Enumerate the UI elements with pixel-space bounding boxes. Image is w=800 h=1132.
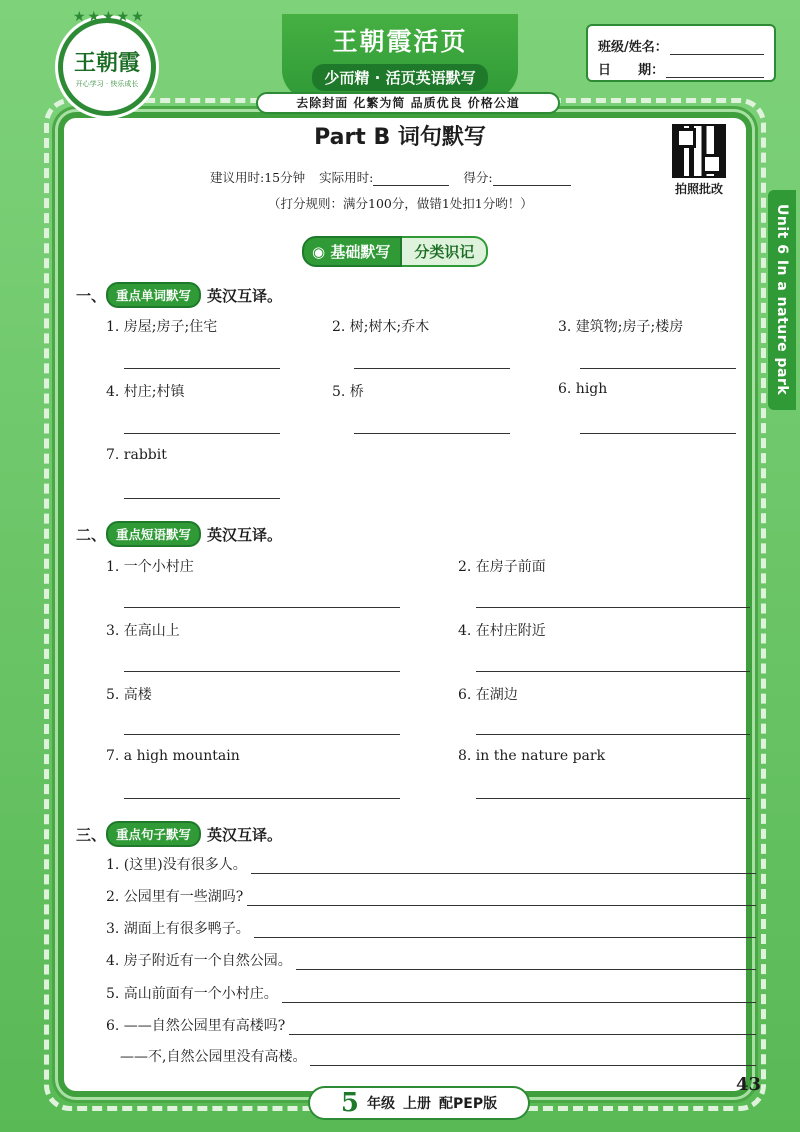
date-field[interactable] [666, 64, 764, 78]
phrase-item: 3. 在高山上 [106, 623, 180, 639]
unit-side-tab: Unit 6 In a nature park [768, 190, 796, 410]
section3-number: 三、 [76, 825, 107, 844]
sentence-answer-line[interactable] [247, 894, 756, 906]
sentence-row [106, 1015, 756, 1035]
slogan: 去除封面 化繁为简 品质优良 价格公道 [256, 92, 560, 114]
sentence-row [106, 983, 756, 1003]
class-name-row [598, 32, 764, 55]
page-title: Part B 词句默写 [314, 125, 486, 150]
sentence-prompt: 4. 房子附近有一个自然公园。 [106, 953, 292, 969]
answer-line[interactable] [124, 734, 400, 735]
phrase-item: 8. in the nature park [458, 748, 606, 764]
category-basic: ◉ 基础默写 [302, 236, 402, 267]
sentence-prompt: 1. (这里)没有很多人。 [106, 857, 247, 873]
phrase-item: 4. 在村庄附近 [458, 623, 546, 639]
title-banner [282, 14, 518, 100]
answer-line[interactable] [124, 671, 400, 672]
phrase-item: 7. a high mountain [106, 748, 240, 764]
section1-heading [76, 282, 282, 308]
section2-tag: 重点短语默写 [106, 521, 201, 547]
answer-line[interactable] [124, 368, 280, 369]
phrase-item: 1. 一个小村庄 [106, 559, 194, 575]
answer-line[interactable] [124, 607, 400, 608]
phrase-item: 2. 在房子前面 [458, 559, 546, 575]
section3-heading [76, 821, 282, 847]
category-header [302, 236, 488, 267]
section3-tag: 重点句子默写 [106, 821, 201, 847]
sentence-row [106, 918, 756, 938]
sentence-row [120, 1046, 756, 1066]
page-number: 43 [736, 1074, 762, 1095]
word-item: 5. 桥 [332, 384, 364, 400]
star-icons: ★★★★★ [73, 9, 146, 25]
section1-instruction: 英汉互译。 [207, 286, 283, 305]
answer-line[interactable] [124, 798, 400, 799]
score-label: 得分: [463, 170, 493, 185]
word-item: 2. 树;树木;乔木 [332, 319, 430, 335]
sentence-prompt: 6. ——自然公园里有高楼吗? [106, 1018, 286, 1034]
answer-line[interactable] [476, 607, 750, 608]
answer-line[interactable] [580, 368, 736, 369]
logo-subtext: 开心学习 · 快乐成长 [75, 79, 139, 88]
grade-label: 年级 [367, 1096, 395, 1112]
sentence-answer-line[interactable] [254, 926, 756, 938]
edition-label: 配PEP版 [439, 1096, 498, 1112]
class-name-field[interactable] [670, 41, 764, 55]
series-subtitle: 少而精 · 活页英语默写 [312, 64, 487, 91]
sentence-prompt: 3. 湖面上有很多鸭子。 [106, 921, 250, 937]
sentence-prompt: ——不,自然公园里没有高楼。 [120, 1049, 307, 1065]
word-item: 1. 房屋;房子;住宅 [106, 319, 218, 335]
word-item: 3. 建筑物;房子;楼房 [558, 319, 684, 335]
answer-line[interactable] [476, 734, 750, 735]
sentence-prompt: 5. 高山前面有一个小村庄。 [106, 986, 278, 1002]
sentence-answer-line[interactable] [310, 1054, 756, 1066]
sentence-prompt: 2. 公园里有一些湖吗? [106, 889, 244, 905]
scoring-rule: （打分规则：满分100分，做错1处扣1分哟！） [268, 196, 533, 211]
sentence-row [106, 950, 756, 970]
actual-time-field[interactable] [373, 172, 449, 186]
sentence-answer-line[interactable] [251, 862, 756, 874]
category-classify: 分类识记 [402, 236, 488, 267]
answer-line[interactable] [124, 498, 280, 499]
qr-label: 拍照批改 [674, 182, 723, 196]
sentence-row [106, 854, 756, 874]
sentence-row [106, 886, 756, 906]
qr-code-icon[interactable] [672, 124, 726, 178]
word-item: 4. 村庄;村镇 [106, 384, 185, 400]
date-label: 日 期： [598, 63, 665, 78]
grade-number: 5 [340, 1088, 359, 1118]
answer-line[interactable] [476, 671, 750, 672]
section1-tag: 重点单词默写 [106, 282, 201, 308]
phrase-item: 6. 在湖边 [458, 687, 518, 703]
brand-logo [58, 9, 156, 116]
grade-footer [308, 1086, 530, 1120]
sentence-answer-line[interactable] [296, 958, 756, 970]
term-label: 上册 [403, 1096, 431, 1112]
section2-number: 二、 [76, 525, 107, 544]
suggested-time: 建议用时:15分钟 [210, 170, 306, 185]
phrase-item: 5. 高楼 [106, 687, 152, 703]
brand-title: 王朝霞活页 [332, 27, 468, 56]
section2-heading [76, 521, 282, 547]
category-basic-label: 基础默写 [330, 243, 391, 261]
section3-instruction: 英汉互译。 [207, 825, 283, 844]
answer-line[interactable] [476, 798, 750, 799]
sentence-answer-line[interactable] [289, 1023, 756, 1035]
time-score-row [210, 168, 571, 186]
student-info-box [586, 24, 776, 82]
class-name-label: 班级/姓名： [598, 40, 668, 55]
logo-text: 王朝霞 [73, 49, 140, 76]
word-item: 7. rabbit [106, 447, 167, 463]
score-field[interactable] [493, 172, 571, 186]
answer-line[interactable] [354, 368, 510, 369]
sentence-answer-line[interactable] [282, 991, 756, 1003]
answer-line[interactable] [580, 433, 736, 434]
section2-instruction: 英汉互译。 [207, 525, 283, 544]
actual-time-label: 实际用时: [319, 170, 374, 185]
date-row [598, 55, 764, 78]
word-item: 6. high [558, 381, 608, 397]
section1-number: 一、 [76, 286, 107, 305]
answer-line[interactable] [124, 433, 280, 434]
answer-line[interactable] [354, 433, 510, 434]
